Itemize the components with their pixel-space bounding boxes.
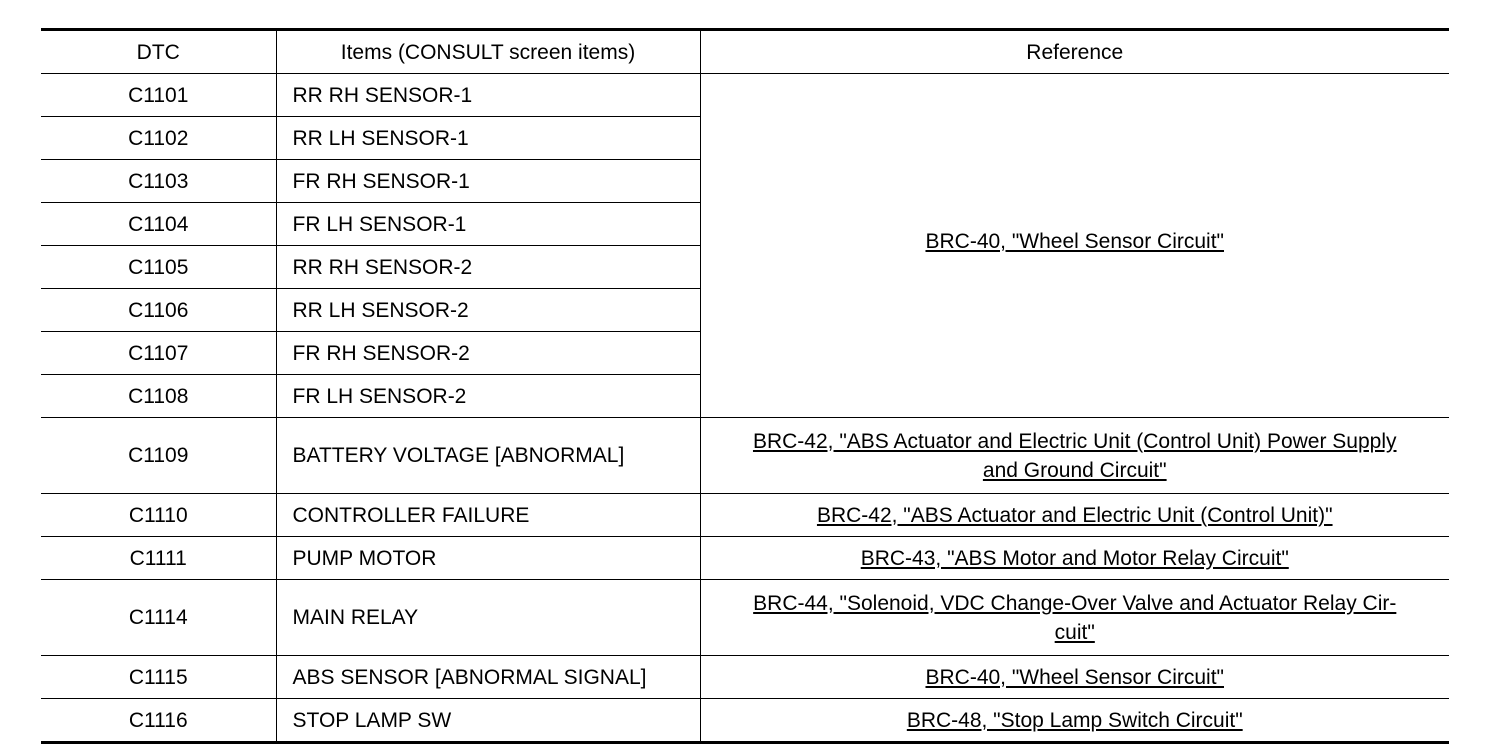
reference-link[interactable]: BRC-40, "Wheel Sensor Circuit" xyxy=(925,230,1224,253)
reference-link[interactable] xyxy=(753,430,1397,482)
table-row xyxy=(41,418,1449,494)
table-row xyxy=(41,74,1449,117)
reference-cell xyxy=(700,418,1449,494)
dtc-code: C1109 xyxy=(41,418,276,494)
reference-cell xyxy=(700,494,1449,537)
item-name: FR RH SENSOR-1 xyxy=(276,160,700,203)
reference-cell xyxy=(700,656,1449,699)
dtc-code: C1114 xyxy=(41,580,276,656)
dtc-code: C1102 xyxy=(41,117,276,160)
item-name: STOP LAMP SW xyxy=(276,699,700,743)
dtc-code: C1105 xyxy=(41,246,276,289)
item-name: FR RH SENSOR-2 xyxy=(276,332,700,375)
header-reference: Reference xyxy=(700,30,1449,74)
reference-link[interactable]: BRC-43, "ABS Motor and Motor Relay Circuit" xyxy=(860,546,1289,570)
reference-link[interactable]: BRC-42, "ABS Actuator and Electric Unit (Control Unit)" xyxy=(816,503,1333,527)
item-name: CONTROLLER FAILURE xyxy=(276,494,700,537)
dtc-code: C1116 xyxy=(41,699,276,743)
reference-link[interactable]: BRC-48, "Stop Lamp Switch Circuit" xyxy=(906,708,1243,732)
reference-cell xyxy=(700,537,1449,580)
dtc-code: C1110 xyxy=(41,494,276,537)
header-row xyxy=(41,30,1449,74)
item-name: PUMP MOTOR xyxy=(276,537,700,580)
item-name: RR RH SENSOR-2 xyxy=(276,246,700,289)
header-items: Items (CONSULT screen items) xyxy=(276,30,700,74)
item-name: FR LH SENSOR-2 xyxy=(276,375,700,418)
dtc-code: C1101 xyxy=(41,74,276,117)
reference-cell xyxy=(700,580,1449,656)
item-name: BATTERY VOLTAGE [ABNORMAL] xyxy=(276,418,700,494)
dtc-code: C1107 xyxy=(41,332,276,375)
table-row xyxy=(41,580,1449,656)
table-row xyxy=(41,537,1449,580)
dtc-code: C1106 xyxy=(41,289,276,332)
reference-link-line: BRC-42, "ABS Actuator and Electric Unit (Control Unit) Power Supply xyxy=(752,429,1397,453)
item-name: FR LH SENSOR-1 xyxy=(276,203,700,246)
table-row xyxy=(41,699,1449,743)
table-row xyxy=(41,494,1449,537)
item-name: RR LH SENSOR-1 xyxy=(276,117,700,160)
reference-link-line: BRC-44, "Solenoid, VDC Change-Over Valve and Actuator Relay Cir- xyxy=(753,591,1397,615)
item-name: RR RH SENSOR-1 xyxy=(276,74,700,117)
dtc-code: C1104 xyxy=(41,203,276,246)
reference-link[interactable] xyxy=(753,592,1396,644)
item-name: RR LH SENSOR-2 xyxy=(276,289,700,332)
dtc-code: C1103 xyxy=(41,160,276,203)
dtc-code: C1108 xyxy=(41,375,276,418)
dtc-code: C1111 xyxy=(41,537,276,580)
reference-link-line: and Ground Circuit" xyxy=(982,458,1167,482)
item-name: ABS SENSOR [ABNORMAL SIGNAL] xyxy=(276,656,700,699)
reference-cell xyxy=(700,74,1449,418)
dtc-reference-table xyxy=(41,28,1449,744)
item-name: MAIN RELAY xyxy=(276,580,700,656)
reference-link-line: cuit" xyxy=(1054,620,1095,644)
reference-cell xyxy=(700,699,1449,743)
header-dtc: DTC xyxy=(41,30,276,74)
reference-link[interactable]: BRC-40, "Wheel Sensor Circuit" xyxy=(925,665,1224,689)
dtc-code: C1115 xyxy=(41,656,276,699)
table-row xyxy=(41,656,1449,699)
